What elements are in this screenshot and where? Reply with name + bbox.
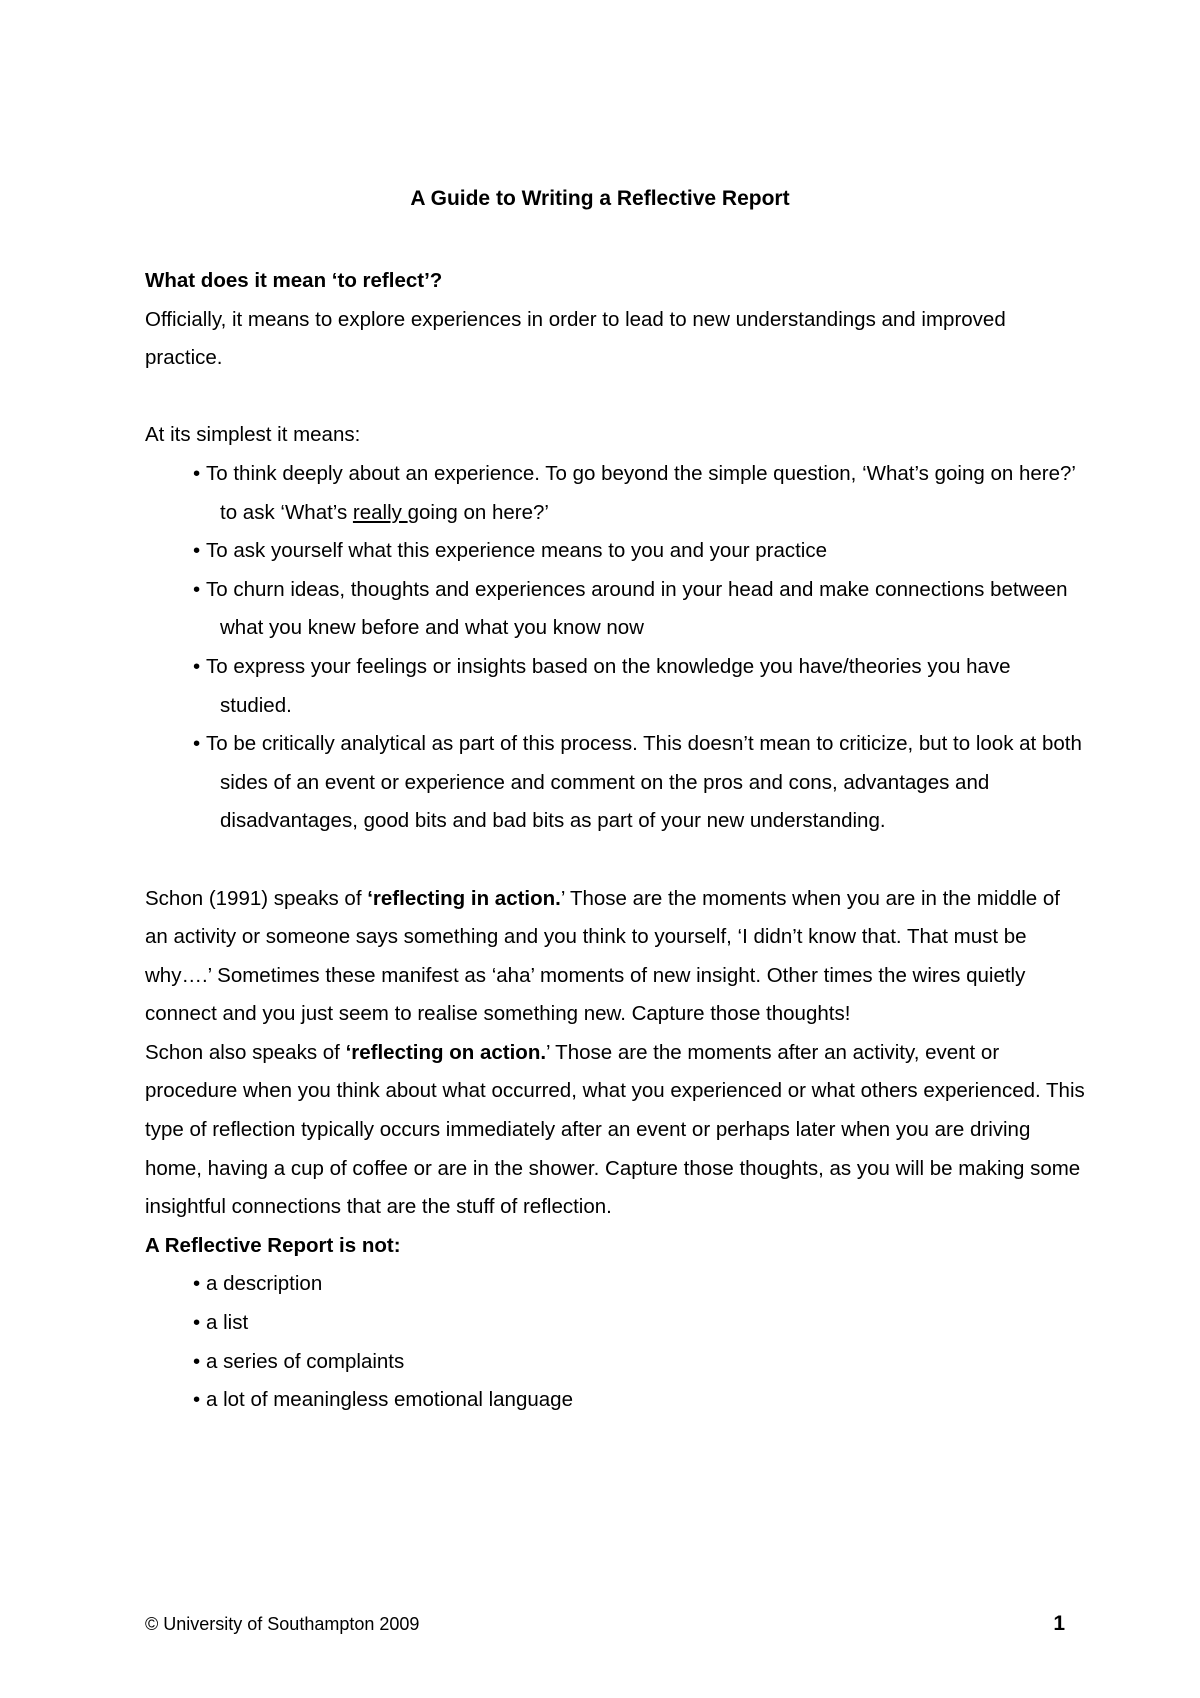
list-item-text: To be critically analytical as part of this process. This doesn’t mean to criticize, but to look at both sides of an event or experience and comment on the pros and cons, advantages and disadvantages, good bits and bad bits as part of your new understanding. bbox=[206, 732, 1082, 833]
document-body bbox=[145, 262, 1085, 1420]
spacer bbox=[145, 841, 1085, 880]
list-item bbox=[145, 648, 1085, 725]
definition-paragraph: Officially, it means to explore experiences in order to lead to new understandings and improved practice. bbox=[145, 307, 1006, 370]
bullet-icon: • bbox=[193, 577, 201, 601]
bullet-icon: • bbox=[193, 1311, 201, 1335]
list-item-text: a series of complaints bbox=[206, 1349, 405, 1373]
list-item bbox=[145, 1265, 1085, 1304]
paragraph-text: Schon (1991) speaks of bbox=[145, 886, 368, 910]
page-title: A Guide to Writing a Reflective Report bbox=[410, 187, 790, 210]
bullet-icon: • bbox=[193, 461, 201, 485]
list-item-text: To think deeply about an experience. To go beyond the simple question, ‘What’s going on here?’ to ask ‘What’s bbox=[206, 461, 1076, 524]
list-item-text: going on here?’ bbox=[407, 500, 549, 524]
list-item bbox=[145, 571, 1085, 648]
reflecting-on-action-paragraph bbox=[145, 1034, 1085, 1227]
bullet-icon: • bbox=[193, 732, 201, 756]
bullet-icon: • bbox=[193, 1388, 201, 1412]
list-item-text: To express your feelings or insights based on the knowledge you have/theories you have studied. bbox=[206, 654, 1011, 717]
list-item bbox=[145, 1381, 1085, 1420]
list-item-text: To ask yourself what this experience means to you and your practice bbox=[206, 539, 828, 563]
paragraph-text: Schon also speaks of bbox=[145, 1040, 346, 1064]
list-item-text: To churn ideas, thoughts and experiences around in your head and make connections between what you knew before and what you know now bbox=[206, 577, 1068, 640]
list-item bbox=[145, 532, 1085, 571]
not-list bbox=[145, 1265, 1085, 1419]
bullet-icon: • bbox=[193, 1272, 201, 1296]
page-number: 1 bbox=[1053, 1612, 1065, 1635]
copyright-notice: © University of Southampton 2009 bbox=[145, 1614, 420, 1634]
list-item bbox=[145, 725, 1085, 841]
bullet-icon: • bbox=[193, 539, 201, 563]
intro-line: At its simplest it means: bbox=[145, 423, 361, 447]
list-item bbox=[145, 1343, 1085, 1382]
reflecting-in-action-paragraph bbox=[145, 880, 1085, 1034]
bullet-icon: • bbox=[193, 1349, 201, 1373]
list-item-text: a list bbox=[206, 1311, 249, 1335]
list-item bbox=[145, 455, 1085, 532]
bold-term: ‘reflecting on action. bbox=[345, 1040, 547, 1064]
list-item-text: a lot of meaningless emotional language bbox=[206, 1388, 573, 1412]
not-section-heading: A Reflective Report is not: bbox=[145, 1233, 401, 1257]
bold-term: ‘reflecting in action. bbox=[367, 886, 561, 910]
list-item-text: a description bbox=[206, 1272, 323, 1296]
paragraph-text: ’ Those are the moments when you are in the middle of an activity or someone says something and you think to yourself, ‘I didn’t know that. That must be why….’ Sometimes these manifest as ‘aha’ moments of new insight. Other times the wires quietly connect and you just seem to realise something new. Capture those thoughts! bbox=[145, 886, 1060, 1026]
reflect-meaning-list bbox=[145, 455, 1085, 841]
list-item bbox=[145, 1304, 1085, 1343]
paragraph-text: ’ Those are the moments after an activity, event or procedure when you think about what occurred, what you experienced or what others experienced. This type of reflection typically occurs immediately after an event or perhaps later when you are driving home, having a cup of coffee or are in the shower. Capture those thoughts, as you will be making some insightful connections that are the stuff of reflection. bbox=[145, 1040, 1085, 1219]
section-heading: What does it mean ‘to reflect’? bbox=[145, 269, 443, 292]
bullet-icon: • bbox=[193, 654, 201, 678]
spacer bbox=[145, 378, 1085, 417]
underlined-word: really bbox=[352, 500, 408, 524]
